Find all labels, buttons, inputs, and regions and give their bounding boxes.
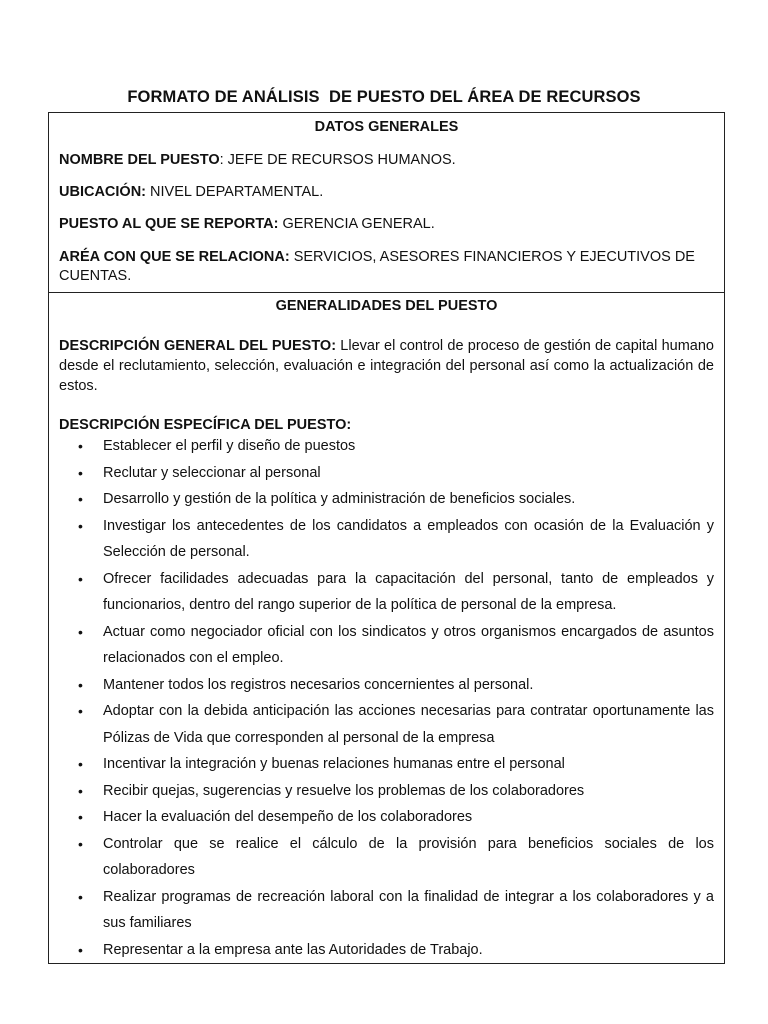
- duty-text: Representar a la empresa ante las Autoridades de Trabajo.: [103, 941, 483, 958]
- area-relacion-field: [59, 248, 714, 286]
- nombre-puesto-field: [59, 151, 714, 170]
- duties-list: [49, 433, 724, 963]
- job-analysis-form: [48, 112, 725, 964]
- list-item: [49, 804, 724, 831]
- area-relacion-label: ARÉA CON QUE SE RELACIONA:: [59, 249, 290, 265]
- list-item: [49, 513, 724, 566]
- descripcion-general-field: [59, 336, 714, 396]
- bullet-icon: •: [78, 941, 83, 958]
- bullet-icon: •: [78, 835, 83, 852]
- list-item: [49, 619, 724, 672]
- reporta-value: GERENCIA GENERAL.: [278, 216, 435, 232]
- generalidades-header: GENERALIDADES DEL PUESTO: [275, 298, 498, 314]
- ubicacion-field: [59, 183, 714, 202]
- descripcion-general-value: Llevar el control de proceso de gestión de capital humano desde el reclutamiento, selección, evaluación e integración del personal así como la actualización de estos.: [59, 338, 714, 394]
- bullet-icon: •: [78, 809, 83, 825]
- bullet-icon: •: [78, 464, 83, 481]
- list-item: [49, 831, 724, 884]
- duty-text: Controlar que se realice el cálculo de la provisión para beneficios sociales de los colaboradores: [103, 835, 714, 878]
- reporta-field: [59, 215, 714, 234]
- duty-text: Establecer el perfil y diseño de puestos: [103, 438, 356, 454]
- list-item: [49, 778, 724, 805]
- ubicacion-value: NIVEL DEPARTAMENTAL.: [146, 184, 324, 200]
- bullet-icon: •: [78, 517, 83, 534]
- duty-text: Hacer la evaluación del desempeño de los colaboradores: [103, 809, 473, 825]
- datos-generales-header: DATOS GENERALES: [314, 119, 459, 135]
- bullet-icon: •: [78, 782, 83, 799]
- area-relacion-value: SERVICIOS, ASESORES FINANCIEROS Y EJECUTIVOS DE CUENTAS.: [59, 249, 695, 284]
- duty-text: Actuar como negociador oficial con los sindicatos y otros organismos encargados de asuntos relacionados con el empleo.: [103, 623, 714, 666]
- generalidades-section: [49, 293, 724, 963]
- duty-text: Reclutar y seleccionar al personal: [103, 464, 321, 481]
- list-item: [49, 433, 724, 460]
- nombre-puesto-value: : JEFE DE RECURSOS HUMANOS.: [219, 152, 456, 168]
- descripcion-general-label: DESCRIPCIÓN GENERAL DEL PUESTO:: [59, 338, 337, 354]
- bullet-icon: •: [78, 438, 83, 454]
- document-title: FORMATO DE ANÁLISIS DE PUESTO DEL ÁREA DE RECURSOS: [127, 88, 641, 106]
- bullet-icon: •: [78, 888, 83, 905]
- bullet-icon: •: [78, 491, 83, 507]
- nombre-puesto-label: NOMBRE DEL PUESTO: [59, 152, 220, 168]
- bullet-icon: •: [78, 570, 83, 587]
- list-item: [49, 751, 724, 778]
- duty-text: Desarrollo y gestión de la política y administración de beneficios sociales.: [103, 491, 576, 507]
- reporta-label: PUESTO AL QUE SE REPORTA:: [59, 216, 279, 232]
- list-item: [49, 884, 724, 937]
- duty-text: Ofrecer facilidades adecuadas para la capacitación del personal, tanto de empleados y funcionarios, dentro del rango superior de la política de personal de la empresa.: [103, 570, 714, 613]
- list-item: [49, 460, 724, 487]
- duty-text: Adoptar con la debida anticipación las acciones necesarias para contratar oportunamente las Pólizas de Vida que corresponden al personal de la empresa: [103, 703, 714, 746]
- ubicacion-label: UBICACIÓN:: [59, 184, 146, 200]
- descripcion-especifica-label: DESCRIPCIÓN ESPECÍFICA DEL PUESTO:: [59, 417, 352, 433]
- duty-text: Incentivar la integración y buenas relaciones humanas entre el personal: [103, 756, 565, 772]
- list-item: [49, 698, 724, 751]
- datos-generales-section: [49, 113, 724, 293]
- bullet-icon: •: [78, 676, 83, 693]
- bullet-icon: •: [78, 756, 83, 772]
- bullet-icon: •: [78, 623, 83, 640]
- duty-text: Investigar los antecedentes de los candidatos a empleados con ocasión de la Evaluación y Selección de personal.: [103, 517, 714, 560]
- bullet-icon: •: [78, 703, 83, 719]
- duty-text: Realizar programas de recreación laboral con la finalidad de integrar a los colaboradores y a sus familiares: [103, 888, 714, 931]
- duty-text: Recibir quejas, sugerencias y resuelve los problemas de los colaboradores: [103, 782, 585, 799]
- list-item: [49, 937, 724, 964]
- duty-text: Mantener todos los registros necesarios concernientes al personal.: [103, 676, 534, 693]
- list-item: [49, 672, 724, 699]
- list-item: [49, 566, 724, 619]
- list-item: [49, 486, 724, 513]
